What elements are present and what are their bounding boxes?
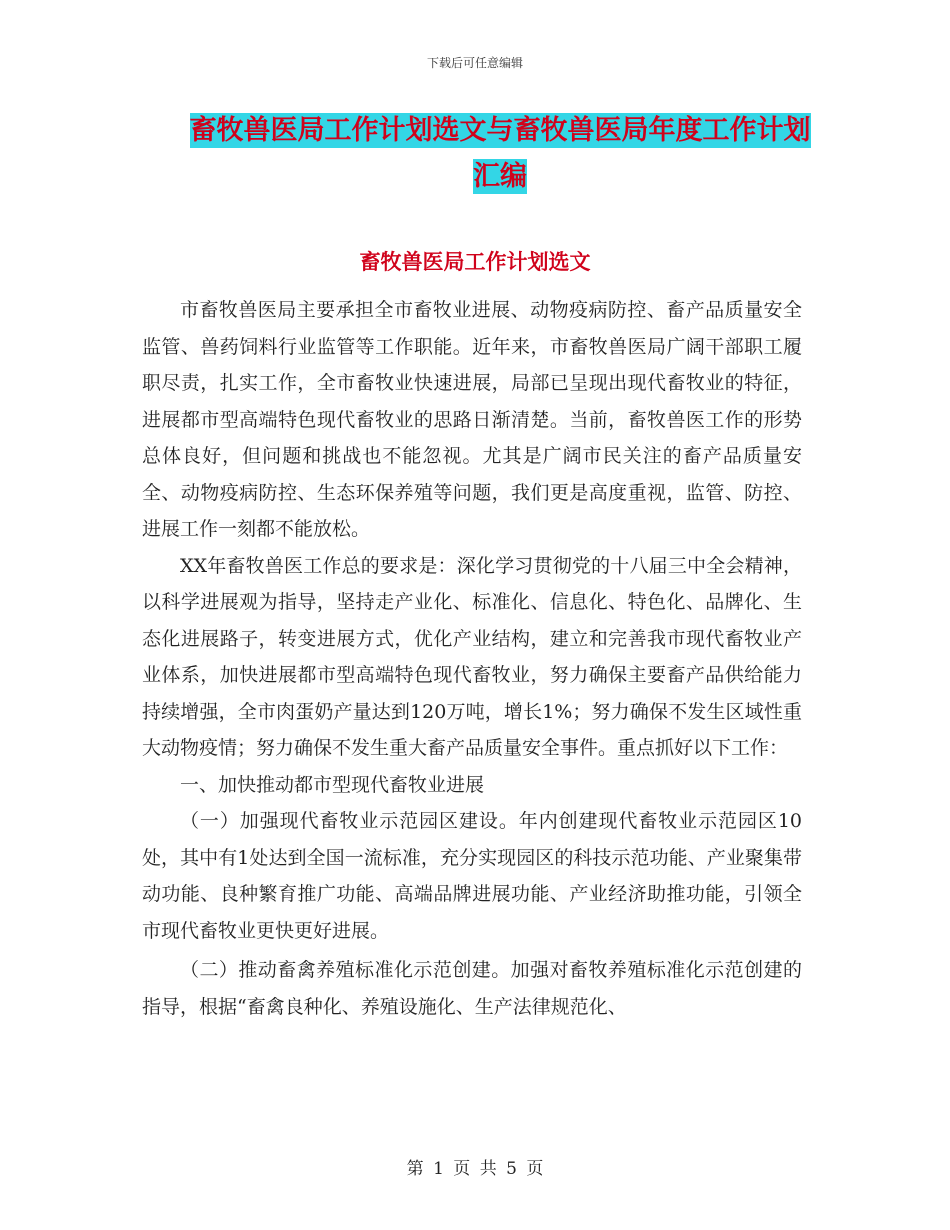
- document-title-line-1: 畜牧兽医局工作计划选文与畜牧兽医局年度工作计划: [189, 115, 811, 146]
- paragraph-requirements: XX年畜牧兽医工作总的要求是：深化学习贯彻党的十八届三中全会精神，以科学进展观为指导，坚持走产业化、标准化、信息化、特色化、品牌化、生态化进展路子，转变进展方式，优化产业结构，建立和完善我市现代畜牧业产业体系，加快进展都市型高端特色现代畜牧业，努力确保主要畜产品供给能力持续增强，全市肉蛋奶产量达到120万吨，增长1%；努力确保不发生区域性重大动物疫情；努力确保不发生重大畜产品质量安全事件。重点抓好以下工作：: [142, 554, 802, 759]
- document-body: [142, 292, 802, 1025]
- paragraph-intro: 市畜牧兽医局主要承担全市畜牧业进展、动物疫病防控、畜产品质量安全监管、兽药饲料行业监管等工作职能。近年来，市畜牧兽医局广阔干部职工履职尽责，扎实工作，全市畜牧业快速进展，局部已呈现出现代畜牧业的特征，进展都市型高端特色现代畜牧业的思路日渐清楚。当前，畜牧兽医工作的形势总体良好，但问题和挑战也不能忽视。尤其是广阔市民关注的畜产品质量安全、动物疫病防控、生态环保养殖等问题，我们更是高度重视，监管、防控、进展工作一刻都不能放松。: [142, 299, 802, 540]
- page-number-footer: 第 1 页 共 5 页: [406, 1159, 544, 1179]
- heading-item-1: 一、加快推动都市型现代畜牧业进展: [180, 773, 485, 796]
- paragraph-subitem-1: （一）加强现代畜牧业示范园区建设。年内创建现代畜牧业示范园区10处，其中有1处达到全国一流标准，充分实现园区的科技示范功能、产业聚集带动功能、良种繁育推广功能、高端品牌进展功能、产业经济助推功能，引领全市现代畜牧业更快更好进展。: [142, 810, 802, 942]
- document-title-line-2: 汇编: [473, 161, 527, 192]
- section-title: 畜牧兽医局工作计划选文: [359, 250, 591, 274]
- header-note: 下载后可任意编辑: [426, 56, 523, 70]
- paragraph-subitem-2: （二）推动畜禽养殖标准化示范创建。加强对畜牧养殖标准化示范创建的指导，根据“畜禽良种化、养殖设施化、生产法律规范化、: [142, 959, 802, 1018]
- document-title: [150, 108, 850, 200]
